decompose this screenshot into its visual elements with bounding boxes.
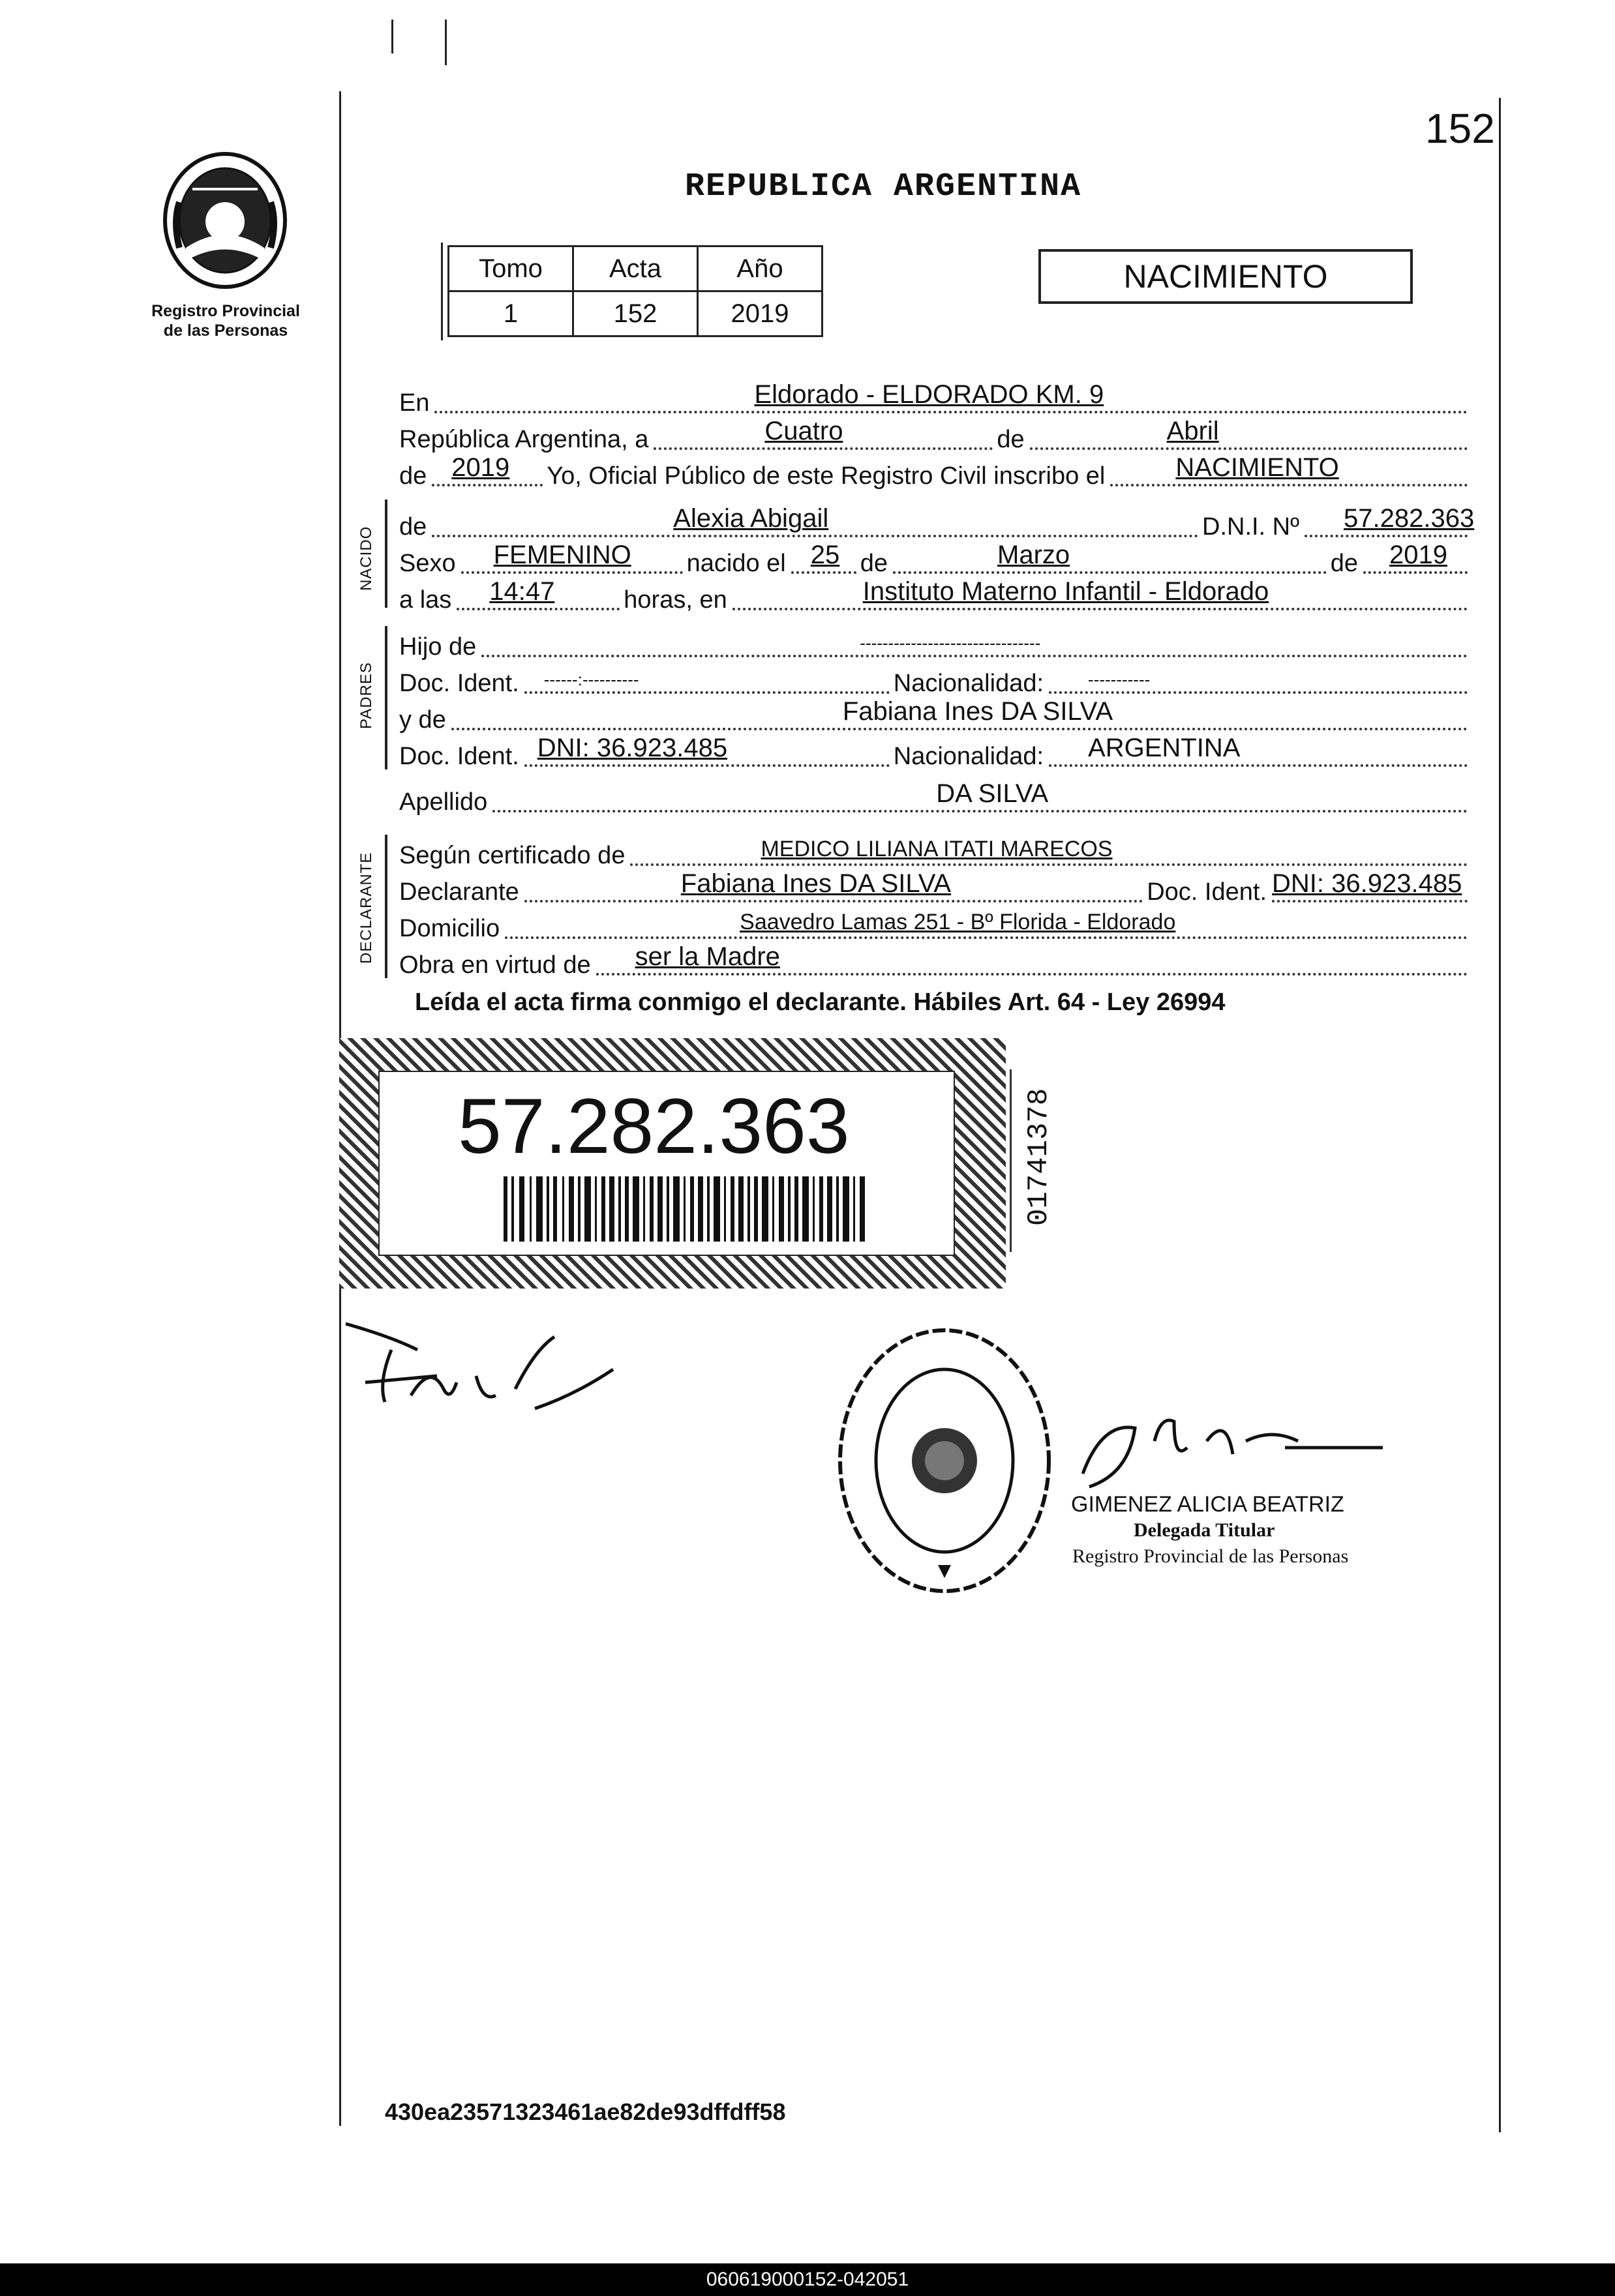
apellido-value: DA SILVA: [936, 779, 1049, 808]
dni-serial: 01741378: [1023, 1088, 1055, 1226]
misiones-seal: [160, 150, 290, 293]
birth-de2-label: de: [1330, 550, 1358, 577]
nac1-label: Nacionalidad:: [893, 670, 1044, 697]
certificado-row: [399, 836, 1472, 870]
a-las-label: a las: [399, 586, 452, 614]
act-type-box: NACIMIENTO: [1038, 249, 1413, 304]
apellido-label: Apellido: [399, 788, 488, 816]
serial-border: [1010, 1069, 1012, 1252]
apellido-row: [399, 779, 1472, 816]
official-signature-icon: [1076, 1402, 1389, 1500]
official-role: Delegada Titular: [1134, 1519, 1275, 1541]
declarante-row: [399, 869, 1472, 906]
de2-label: de: [399, 462, 427, 490]
birth-year-value: 2019: [1389, 541, 1447, 569]
scan-mark: [445, 20, 447, 65]
en-row: [399, 380, 1472, 417]
seal-caption: [140, 301, 312, 340]
nacido-side-label: NACIDO: [357, 526, 375, 591]
mother-doc-value: DNI: 36.923.485: [537, 734, 728, 762]
place-value: Eldorado - ELDORADO KM. 9: [754, 380, 1104, 409]
mother-nationality-value: ARGENTINA: [1088, 734, 1241, 762]
dom-value: Saavedro Lamas 251 - Bº Florida - Eldorado: [740, 910, 1176, 934]
footer-bar: [0, 2263, 1615, 2296]
seal-caption-line2: de las Personas: [163, 321, 288, 340]
page-number: 152: [1425, 105, 1495, 152]
closing-text: Leída el acta firma conmigo el declarante. Hábiles Art. 64 - Ley 26994: [415, 989, 1226, 1016]
official-name: GIMENEZ ALICIA BEATRIZ: [1071, 1492, 1344, 1517]
dni-value: 57.282.363: [1344, 504, 1475, 533]
obra-label: Obra en virtud de: [399, 951, 591, 979]
right-margin-line: [1499, 98, 1501, 2132]
obra-value: ser la Madre: [635, 942, 780, 971]
doc2-label: Doc. Ident.: [399, 743, 519, 770]
hijo-row: [399, 627, 1472, 661]
decl-doc-label: Doc. Ident.: [1147, 878, 1267, 906]
misiones-coat-of-arms-icon: [160, 150, 290, 293]
registry-type-value: NACIMIENTO: [1175, 453, 1339, 482]
official-stamp-icon: [827, 1317, 1062, 1604]
horas-label: horas, en: [624, 586, 727, 614]
birth-place-value: Instituto Materno Infantil - Eldorado: [862, 577, 1269, 606]
y-de-label: y de: [399, 706, 446, 734]
nacido-el-label: nacido el: [686, 550, 786, 577]
scan-mark: [391, 20, 393, 53]
birth-day-value: 25: [810, 541, 840, 569]
decl-doc-value: DNI: 36.923.485: [1272, 869, 1462, 898]
nacido-name-value: Alexia Abigail: [673, 504, 829, 533]
hijo-label: Hijo de: [399, 633, 477, 661]
tomo-header: Tomo: [449, 246, 573, 291]
month-value: Abril: [1166, 417, 1219, 445]
mother-name-value: Fabiana Ines DA SILVA: [842, 697, 1113, 726]
declarant-signature-icon: [339, 1311, 626, 1422]
registry-table: [447, 245, 823, 337]
acta-value: 152: [573, 291, 698, 336]
padres-side-label: PADRES: [357, 662, 375, 729]
domicilio-row: [399, 909, 1472, 943]
de-label: de: [997, 426, 1025, 453]
day-value: Cuatro: [764, 417, 843, 445]
document-hash: 430ea23571323461ae82de93dffdff58: [385, 2098, 786, 2125]
dni-sticker: [339, 1038, 1006, 1289]
doc1-row: [399, 664, 1472, 698]
sexo-row: [399, 541, 1472, 578]
dom-label: Domicilio: [399, 915, 500, 942]
tomo-value: 1: [449, 291, 573, 336]
cert-value: MEDICO LILIANA ITATI MARECOS: [761, 837, 1113, 861]
official-org: Registro Provincial de las Personas: [1072, 1545, 1349, 1567]
ano-value: 2019: [698, 291, 823, 336]
table-border: [441, 243, 443, 340]
acta-header: Acta: [573, 246, 698, 291]
dni-sticker-label: [378, 1071, 955, 1256]
nacido-bracket: [385, 499, 387, 608]
ano-header: Año: [698, 246, 823, 291]
dni-label: D.N.I. Nº: [1202, 513, 1299, 541]
year-value: 2019: [451, 453, 510, 482]
decl-label: Declarante: [399, 878, 519, 906]
y-de-row: [399, 697, 1472, 734]
doc2-row: [399, 734, 1472, 771]
nac2-label: Nacionalidad:: [893, 743, 1044, 770]
time-value: 14:47: [489, 577, 555, 606]
document-title: REPUBLICA ARGENTINA: [685, 168, 1082, 205]
year-row: [399, 453, 1472, 490]
father-nationality-value: -----------: [1088, 670, 1151, 689]
father-name-value: --------------------------------: [860, 633, 1041, 653]
nacido-name-row: [399, 504, 1475, 541]
declarante-bracket: [385, 835, 387, 978]
republica-label: República Argentina, a: [399, 426, 649, 453]
republica-row: [399, 417, 1472, 454]
time-row: [399, 577, 1472, 614]
barcode-icon: [504, 1176, 869, 1242]
nacido-de-label: de: [399, 513, 427, 541]
father-doc-value: ------:----------: [543, 670, 639, 689]
yo-text: Yo, Oficial Público de este Registro Civil inscribo el: [547, 462, 1106, 490]
obra-row: [399, 942, 1472, 979]
en-label: En: [399, 389, 430, 417]
doc1-label: Doc. Ident.: [399, 670, 519, 697]
birth-month-value: Marzo: [997, 541, 1070, 569]
cert-label: Según certificado de: [399, 842, 626, 869]
declarante-side-label: DECLARANTE: [357, 852, 375, 964]
decl-name-value: Fabiana Ines DA SILVA: [680, 869, 952, 898]
sexo-value: FEMENINO: [493, 541, 631, 569]
footer-code: 060619000152-042051: [706, 2269, 909, 2290]
dni-sticker-number: 57.282.363: [458, 1082, 850, 1170]
sexo-label: Sexo: [399, 550, 456, 577]
seal-caption-line1: Registro Provincial: [151, 302, 300, 320]
birth-de-label: de: [860, 550, 888, 577]
padres-bracket: [385, 626, 387, 769]
